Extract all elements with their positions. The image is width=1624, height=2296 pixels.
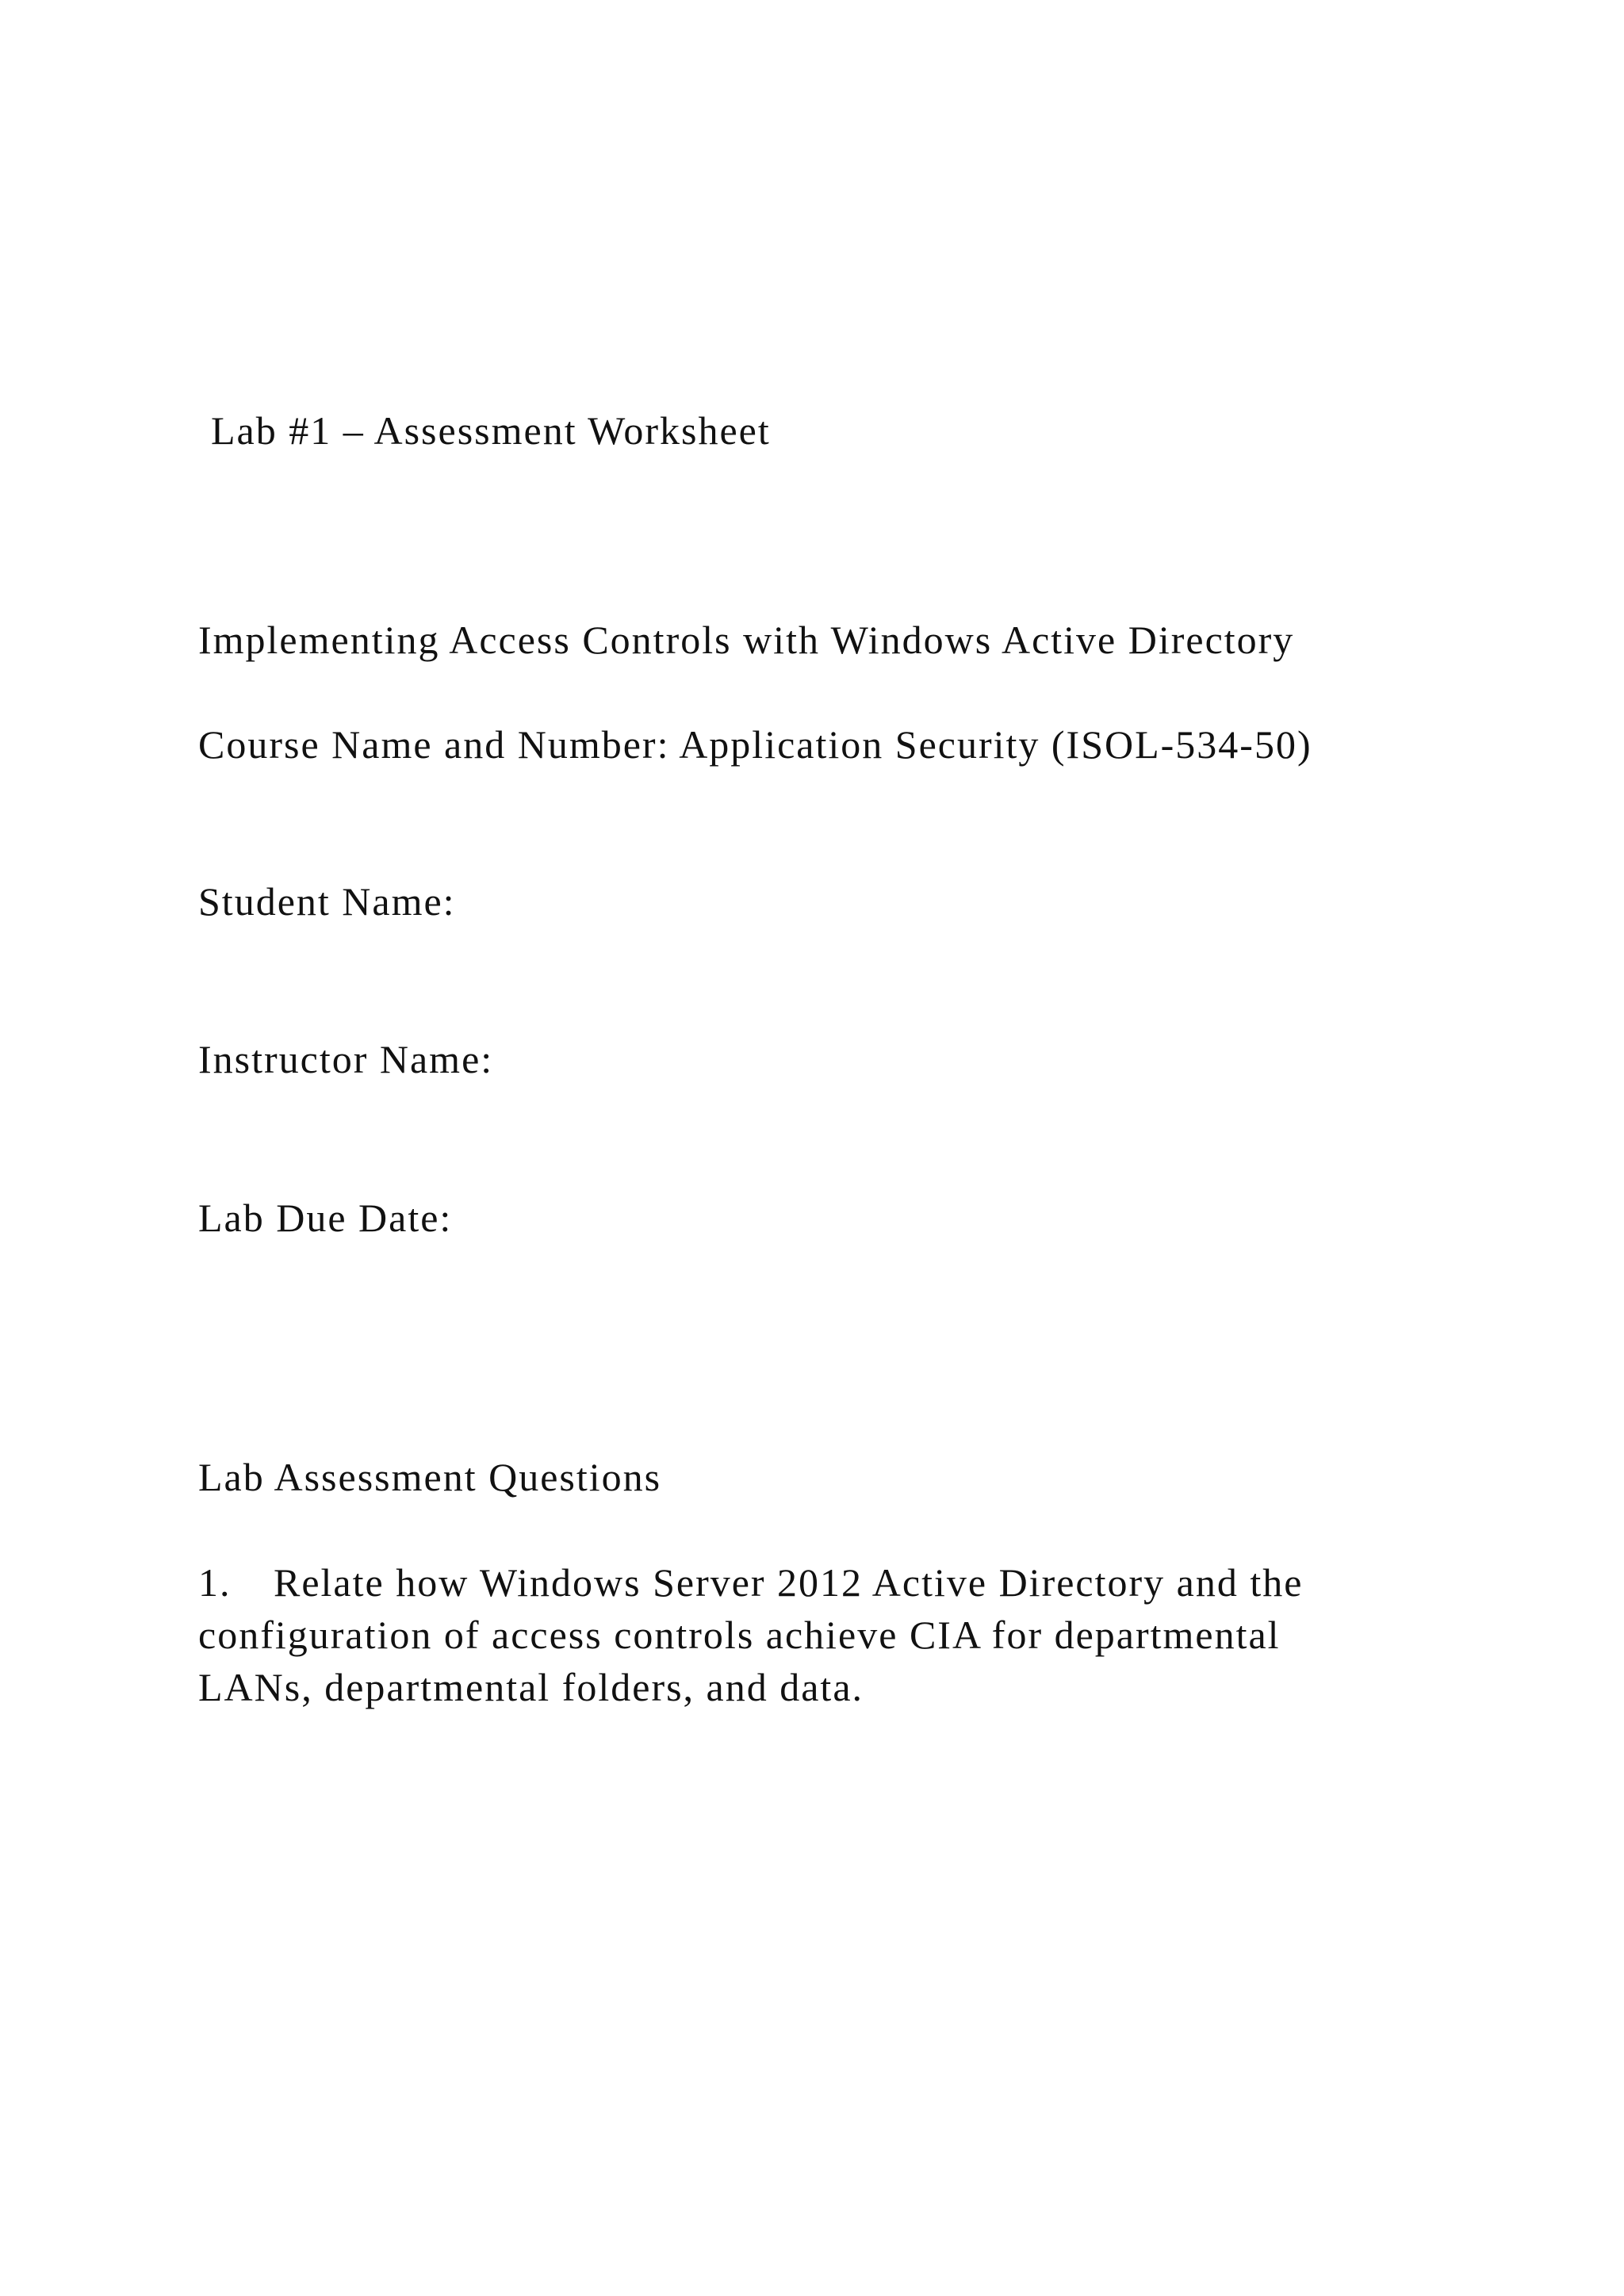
question-text: Relate how Windows Server 2012 Active Directory and the <box>274 1560 1304 1605</box>
lab-subtitle: Implementing Access Controls with Windows Active Directory <box>198 618 1295 662</box>
lab-title: Lab #1 – Assessment Worksheet <box>211 408 771 453</box>
question-item <box>198 1556 1467 1713</box>
question-number: 1. <box>198 1560 232 1605</box>
section-heading: Lab Assessment Questions <box>198 1455 662 1499</box>
instructor-name-label: Instructor Name: <box>198 1037 494 1081</box>
course-name-and-number: Course Name and Number: Application Security (ISOL-534-50) <box>198 722 1312 767</box>
question-line: LANs, departmental folders, and data. <box>198 1665 864 1709</box>
lab-due-date-label: Lab Due Date: <box>198 1196 453 1240</box>
student-name-label: Student Name: <box>198 879 456 924</box>
question-line <box>198 1556 1467 1609</box>
question-line: configuration of access controls achieve CIA for departmental <box>198 1613 1281 1657</box>
